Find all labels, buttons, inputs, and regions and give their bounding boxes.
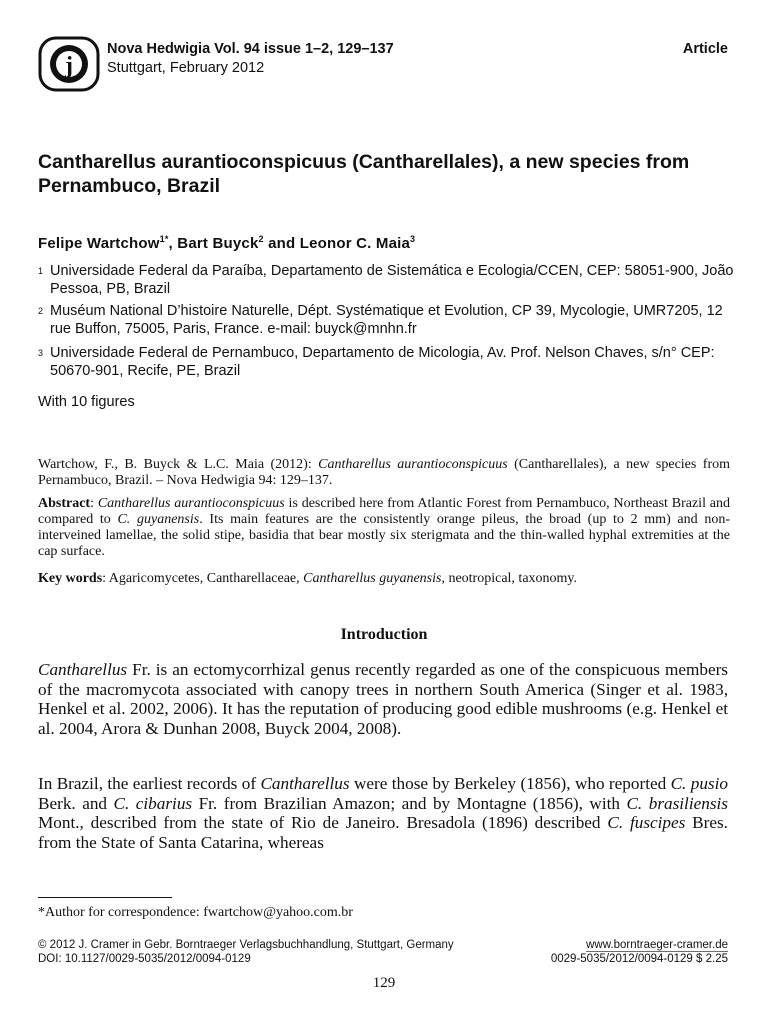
paragraph-text: Mont., described from the state of Rio de Janeiro. Bresadola (1896) described	[38, 813, 608, 832]
paragraph-text: were those by Berkeley (1856), who reported	[349, 774, 671, 793]
paragraph-text: Bres. from the State of Santa Catarina, whereas	[38, 813, 728, 852]
citation-species: Cantharellus aurantioconspicuus	[318, 457, 508, 472]
abstract-text: . Its main features are the consistently orange pileus, the broad (up to 2 mm) and non-interveined lamellae, the solid stipe, basidia that bear mostly six sterigmata and the thin-walled hyphal extremities at the cap surface.	[38, 512, 730, 559]
affiliation-text: Muséum National D’histoire Naturelle, Dépt. Systématique et Evolution, CP 39, Mycologie, UMR7205, 12 rue Buffon, 75005, Paris, France. e-mail: buyck@mnhn.fr	[50, 303, 723, 337]
species-name: C. fuscipes	[607, 813, 686, 832]
body-paragraph	[38, 774, 728, 852]
author-separator: and	[263, 235, 300, 252]
affiliation	[38, 262, 738, 298]
author-affiliation-mark: 3	[410, 234, 416, 244]
keywords-paragraph	[38, 571, 730, 587]
abstract-text: is described here from Atlantic Forest from Pernambuco, Northeast Brazil and compared to	[38, 496, 731, 527]
journal-citation-line: Nova Hedwigia Vol. 94 issue 1–2, 129–137	[107, 41, 394, 57]
keywords-species: Cantharellus guyanensis	[303, 571, 442, 586]
logo-letter: j	[65, 53, 73, 79]
affiliation-text: Universidade Federal da Paraíba, Departamento de Sistemática e Ecologia/CCEN, CEP: 58051-900, João Pessoa, PB, Brazil	[50, 263, 734, 297]
species-name: C. pusio	[670, 774, 728, 793]
affiliation-number: 3	[38, 348, 44, 358]
author-name: Bart Buyck	[177, 235, 259, 252]
paragraph-text: Berk. and	[38, 793, 114, 813]
keywords-label: Key words	[38, 571, 103, 586]
genus-name: Cantharellus	[38, 660, 128, 679]
correspondence-footnote: *Author for correspondence: fwartchow@yahoo.com.br	[38, 905, 353, 920]
journal-logo	[38, 36, 100, 92]
citation-authors: Wartchow, F., B. Buyck & L.C. Maia (2012):	[38, 457, 319, 472]
keywords-text: Agaricomycetes, Cantharellaceae,	[108, 571, 304, 586]
footnote-divider	[38, 897, 172, 898]
author-list	[38, 234, 415, 252]
publisher-link[interactable]: www.borntraeger-cramer.de	[586, 939, 728, 951]
affiliation-number: 2	[38, 306, 44, 316]
abstract-colon: :	[90, 496, 98, 511]
keywords-colon: :	[102, 571, 109, 586]
keywords-text: , neotropical, taxonomy.	[441, 571, 578, 586]
citation-paragraph	[38, 457, 730, 489]
citation-rest: (Cantharellales), a new species from Pernambuco, Brazil. – Nova Hedwigia 94: 129–137.	[38, 457, 730, 488]
author-separator: ,	[168, 235, 178, 252]
copyright-notice: © 2012 J. Cramer in Gebr. Borntraeger Verlagsbuchhandlung, Stuttgart, Germany	[38, 939, 454, 951]
abstract-species: C. guyanensis	[117, 512, 200, 527]
page-number: 129	[372, 975, 396, 991]
paragraph-text: Fr. from Brazilian Amazon; and by Montagne (1856), with	[192, 793, 627, 813]
section-heading: Introduction	[340, 626, 428, 643]
paragraph-text: Fr. is an ectomycorrhizal genus recently regarded as one of the conspicuous members of the macromycota associated with canopy trees in northern South America (Singer et al. 1983, Henkel et al. 2002, 2006). It has the reputation of producing good edible mushrooms (e.g. Henkel et al. 2004, Arora & Dunhan 2008, Buyck 2004, 2008).	[38, 660, 728, 738]
figures-note: With 10 figures	[38, 394, 135, 410]
abstract-paragraph	[38, 496, 730, 560]
author-name: Felipe Wartchow	[38, 235, 160, 252]
abstract-label: Abstract	[38, 496, 91, 511]
body-paragraph	[38, 660, 728, 738]
affiliation-number: 1	[38, 266, 44, 276]
paragraph-text: In Brazil, the earliest records of	[38, 774, 261, 793]
article-title: Cantharellus aurantioconspicuus (Cantharellales), a new species from Pernambuco, Brazil	[38, 151, 690, 197]
affiliation	[38, 344, 738, 380]
species-name: C. brasiliensis	[626, 793, 728, 813]
affiliation	[38, 302, 738, 338]
species-name: C. cibarius	[113, 793, 193, 813]
issn-price: 0029-5035/2012/0094-0129 $ 2.25	[550, 953, 728, 965]
article-type-label: Article	[682, 41, 728, 57]
affiliation-text: Universidade Federal de Pernambuco, Departamento de Micologia, Av. Prof. Nelson Chaves, s/n° CEP: 50670-901, Recife, PE, Brazil	[50, 345, 715, 379]
doi-line: DOI: 10.1127/0029-5035/2012/0094-0129	[38, 953, 251, 965]
author-affiliation-mark: 2	[258, 234, 264, 244]
publication-place-date: Stuttgart, February 2012	[107, 60, 265, 76]
author-name: Leonor C. Maia	[299, 235, 411, 252]
author-affiliation-mark: 1*	[159, 234, 169, 244]
abstract-species: Cantharellus aurantioconspicuus	[97, 496, 285, 511]
genus-name: Cantharellus	[260, 774, 350, 793]
